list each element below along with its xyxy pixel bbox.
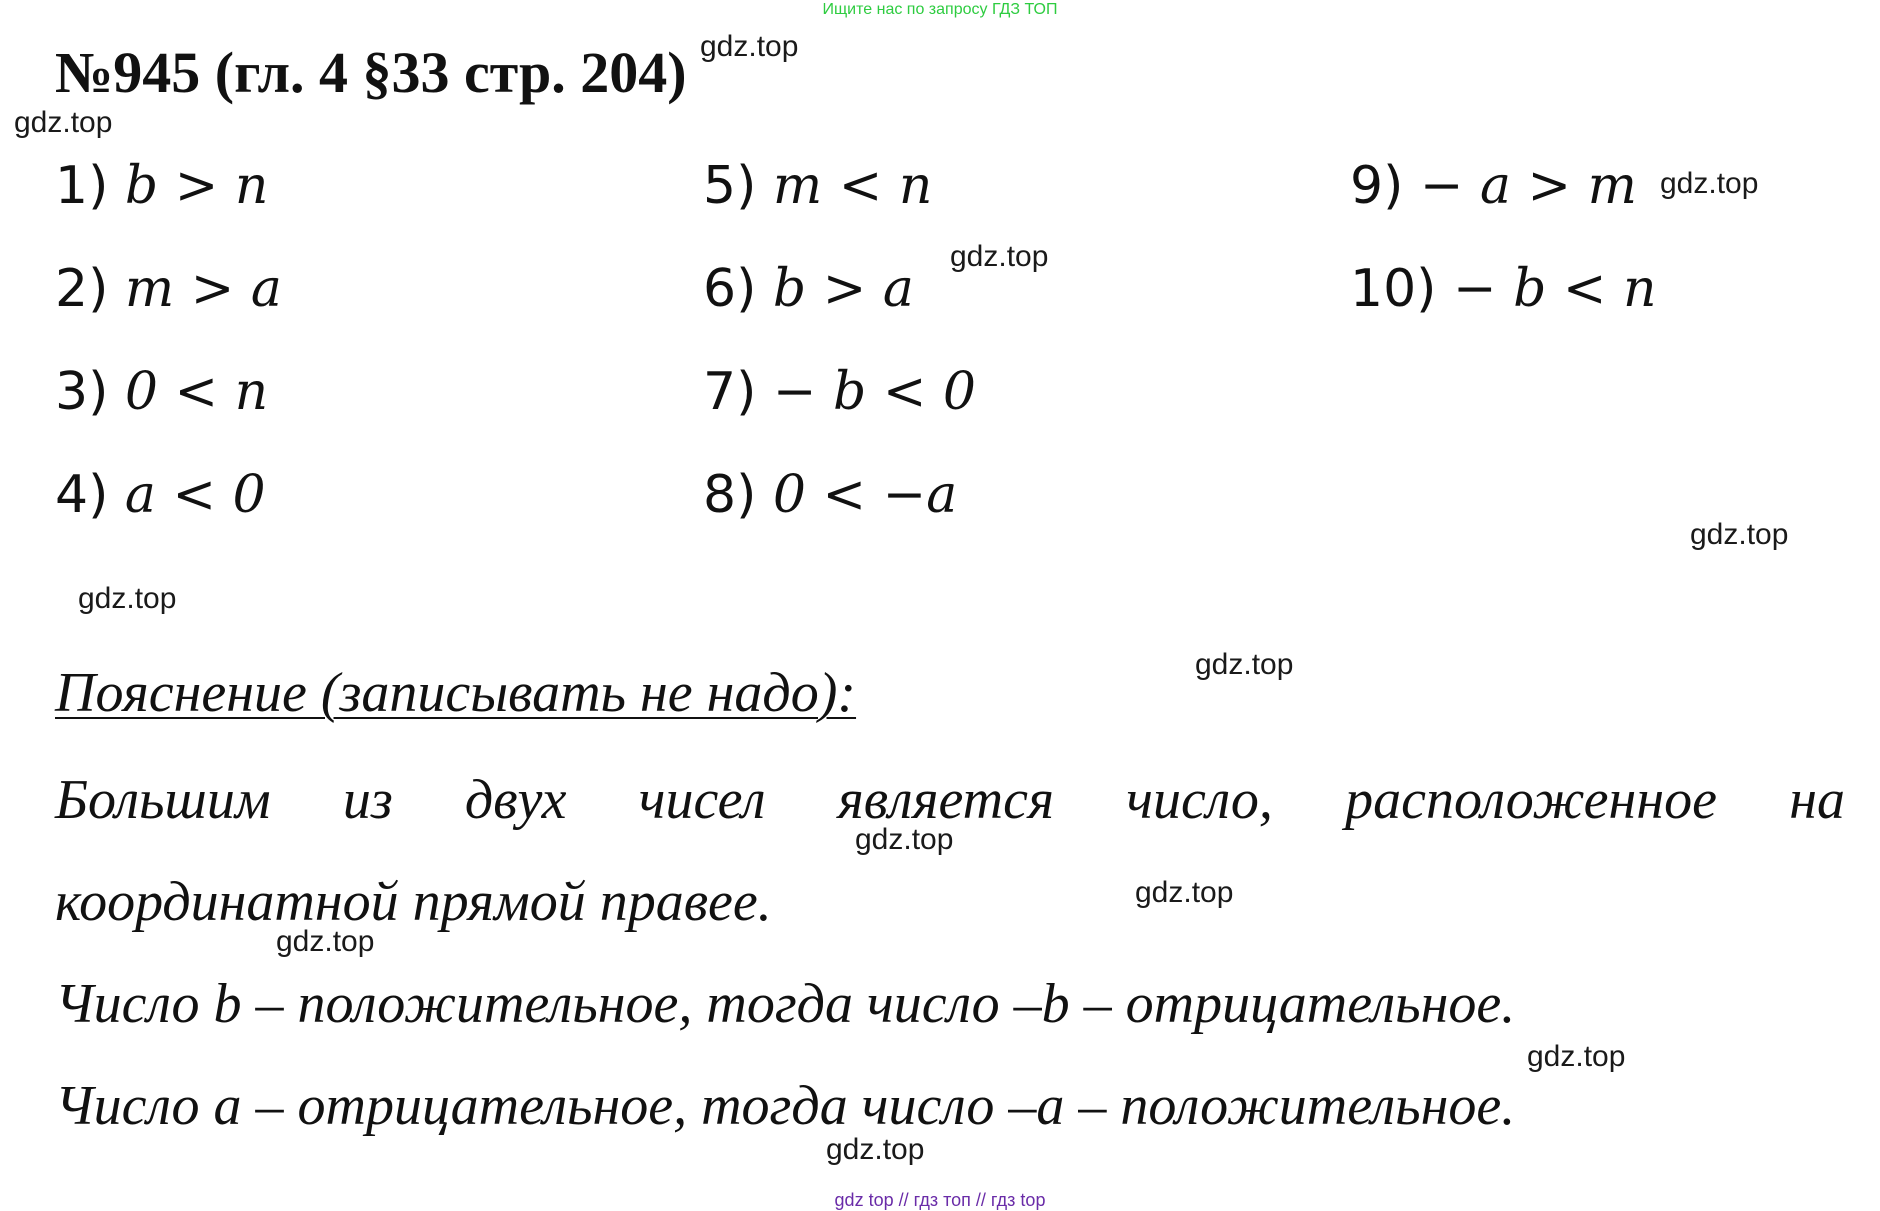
answer-expression: − a > m xyxy=(1419,156,1637,216)
footer-links: gdz top // гдз топ // гдз top xyxy=(834,1190,1046,1210)
answer-number: 6) xyxy=(703,259,773,319)
watermark: gdz.top xyxy=(1195,648,1294,681)
explanation-word: является xyxy=(837,769,1054,831)
answer-number: 8) xyxy=(703,465,773,525)
answer-item-7 xyxy=(703,362,977,422)
watermark: gdz.top xyxy=(1135,876,1234,909)
watermark: gdz.top xyxy=(700,30,799,63)
page-title: №945 (гл. 4 §33 стр. 204) xyxy=(55,40,687,105)
explanation-word: число, xyxy=(1126,769,1273,831)
answer-expression: b > n xyxy=(124,156,269,216)
answer-number: 1) xyxy=(55,156,125,216)
watermark: gdz.top xyxy=(1690,518,1789,551)
answer-number: 4) xyxy=(55,465,125,525)
answer-expression: m < n xyxy=(772,156,933,216)
watermark: gdz.top xyxy=(1660,167,1759,200)
answer-item-10 xyxy=(1350,259,1657,319)
explanation-word: двух xyxy=(464,769,567,831)
explanation-line-4: Число a – отрицательное, тогда число –a – положительное. xyxy=(55,1075,1516,1137)
answer-item-6 xyxy=(703,259,914,319)
watermark: gdz.top xyxy=(826,1133,925,1166)
explanation-word: расположенное xyxy=(1345,769,1717,831)
answer-number: 5) xyxy=(703,156,773,216)
explanation-word: на xyxy=(1789,769,1845,831)
explanation-line-1 xyxy=(55,769,1845,831)
explanation-line-2: координатной прямой правее. xyxy=(55,871,772,933)
answer-expression: − b < n xyxy=(1452,259,1657,319)
answer-number: 7) xyxy=(703,362,773,422)
answer-item-4 xyxy=(55,465,266,525)
watermark: gdz.top xyxy=(855,823,954,856)
explanation-heading: Пояснение (записывать не надо): xyxy=(55,662,857,724)
answer-number: 2) xyxy=(55,259,125,319)
answer-item-2 xyxy=(55,259,282,319)
answer-item-9 xyxy=(1350,156,1637,216)
answer-expression: 0 < n xyxy=(124,362,269,422)
explanation-line-3: Число b – положительное, тогда число –b – отрицательное. xyxy=(55,973,1516,1035)
answer-number: 3) xyxy=(55,362,125,422)
answer-item-8 xyxy=(703,465,958,525)
explanation-word: Большим xyxy=(55,769,271,831)
answer-expression: 0 < −a xyxy=(772,465,958,525)
watermark: gdz.top xyxy=(1527,1040,1626,1073)
watermark: gdz.top xyxy=(950,240,1049,273)
answer-expression: a < 0 xyxy=(124,465,266,525)
watermark: gdz.top xyxy=(14,106,113,139)
explanation-word: из xyxy=(342,769,393,831)
answer-item-3 xyxy=(55,362,269,422)
watermark: gdz.top xyxy=(78,582,177,615)
answer-item-5 xyxy=(703,156,933,216)
explanation-word: чисел xyxy=(638,769,766,831)
answer-expression: b > a xyxy=(772,259,914,319)
answer-item-1 xyxy=(55,156,269,216)
answer-number: 9) xyxy=(1350,156,1420,216)
answer-expression: m > a xyxy=(124,259,282,319)
answer-expression: − b < 0 xyxy=(772,362,977,422)
watermark: gdz.top xyxy=(276,925,375,958)
answer-number: 10) xyxy=(1350,259,1453,319)
top-banner: Ищите нас по запросу ГДЗ ТОП xyxy=(822,1,1058,18)
